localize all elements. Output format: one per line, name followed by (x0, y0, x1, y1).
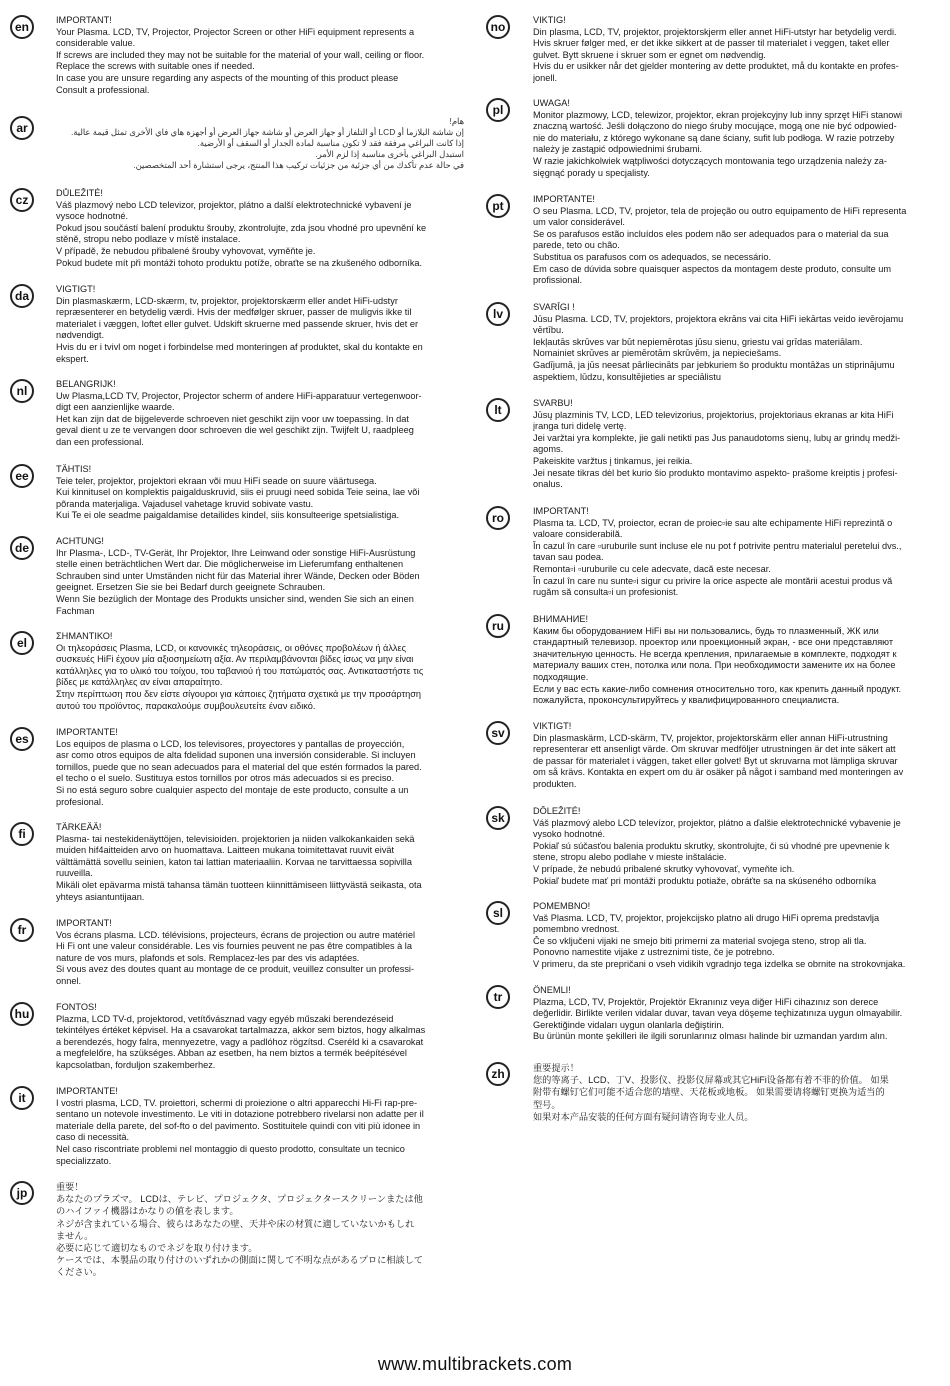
notice-heading: UWAGA! (533, 98, 570, 108)
notice-line: należy je zastąpić odpowiednimi śrubami. (533, 144, 703, 155)
notice-line: Pokiaľ sú súčasťou balenia produktu skrutky, skontrolujte, či sú vhodné pre upevnenie k (533, 840, 890, 851)
notice-line: Din plasmaskærm, LCD-skærm, tv, projektor, projektorskærm eller andet HiFi-udstyr (56, 295, 398, 306)
language-badge: nl (10, 379, 34, 403)
notice-line: Gadījumā, ja jūs neesat pārliecināts par jebkuriem šo produktu montāžas un stiprinājumu (533, 359, 895, 370)
language-badge: fr (10, 918, 34, 942)
notice-line: Bu ürünün monte şekilleri ile ilgili sorunlarınız olması halinde bir uzmandan yardım alın. (533, 1031, 888, 1042)
notice-line: În cazul în care ▫uruburile sunt incluse ele nu pot f potrivite pentru materialul peretelui dvs., (533, 540, 902, 551)
language-badge: pt (486, 194, 510, 218)
notice-text (56, 631, 464, 712)
notice-line: Если у вас есть какие-либо сомнения относительно того, как крепить данный продукт. (533, 683, 902, 694)
notice-line: tornillos, puede que no sean adecuados para el material del que estén formados la pared. (56, 761, 422, 772)
notice-line: Si vous avez des doutes quant au montage de ce produit, veuillez consulter un professi- (56, 964, 415, 975)
notice-heading: SVARĪGI ! (533, 302, 575, 312)
language-badge: fi (10, 822, 34, 846)
notice-line: Plazma, LCD TV-d, projektorod, vetítővásznad vagy egyéb műszaki berendezéseid (56, 1013, 394, 1024)
notice-text (533, 1062, 943, 1123)
notice-line: įranga turi didelę vertę. (533, 421, 627, 432)
language-badge: zh (486, 1062, 510, 1086)
notice-line: Pakeiskite varžtus į tinkamus, jei reikia. (533, 455, 693, 466)
notice-line: Plazma, LCD, TV, Projektör, Projektör Ekranınız veya diğer HiFi cihazınız son derece (533, 996, 879, 1007)
notice-line: Gerektiğinde vidaları uygun olanlarla değiştirin. (533, 1019, 725, 1030)
notice-text (533, 985, 943, 1043)
notice-line: Si no está seguro sobre cualquier aspecto del montaje de este producto, consulte a un (56, 784, 409, 795)
notice-line: V prípade, že nebudú pribalené skrutky vyhovovať, vymeňte ich. (533, 863, 795, 874)
notice-heading: FONTOS! (56, 1002, 97, 1012)
notice-line: caso di necessità. (56, 1132, 130, 1143)
notice-line: إذا كانت البراغي مرفقة فقد لا تكون مناسبة لمادة الجدار أو السقف أو الأرضية. (197, 138, 464, 148)
notice-heading: هام! (449, 116, 464, 126)
notice-line: Hvis du er i tvivl om noget i forbindelse med monteringen af produktet, skal du kontakte en (56, 341, 423, 352)
notice-line: specializzato. (56, 1155, 112, 1166)
language-badge: jp (10, 1181, 34, 1205)
notice-text (533, 806, 943, 887)
notice-line: stěně, stropu nebo podlaze v místě instalace. (56, 234, 241, 245)
notice-line: representerar ett ansenligt värde. Om skruvar medföljer utrustningen är det inte säkert att (533, 744, 896, 755)
notice-line: geval dient u ze te vervangen door schroeven die wel geschikt zijn. Twijfelt U, raadpleeg (56, 425, 414, 436)
notice-line: sentano un notevole investimento. Le viti in dotazione potrebbero rivelarsi non adatte per il (56, 1109, 424, 1120)
language-badge: en (10, 15, 34, 39)
notice-line: tekintélyes értéket képvisel. Ha a csavarokat tartalmazza, akkor sem biztos, hogy alkalmas (56, 1025, 426, 1036)
notice-text (56, 464, 464, 522)
notice-line: Jūsu Plasma. LCD, TV, projektors, projektora ekrāns vai cita HiFi iekārtas veido ievērojamu (533, 313, 904, 324)
notice-line: Consult a professional. (56, 84, 150, 95)
notice-line: a megfelelőre, ha szükséges. Abban az esetben, ha nem biztos a termék beépítésével (56, 1048, 407, 1059)
notice-line: αυτού του προϊόντος, παρακαλούμε συμβουλευτείτε έναν ειδικό. (56, 700, 316, 711)
notice-heading: VIKTIG! (533, 15, 566, 25)
notice-line: Din plasma, LCD, TV, projektor, projektorskjerm eller annet HiFi-utstyr har betydelig verdi. (533, 26, 897, 37)
notice-line: Plasma- tai nestekidenäyttöjen, televisioiden. projektorien ja niiden valkokankaiden sekä (56, 833, 415, 844)
notice-text (56, 918, 464, 988)
notice-line: jonell. (533, 72, 558, 83)
notice-line: onnel. (56, 975, 82, 986)
notice-line: Uw Plasma,LCD TV, Projector, Projector scherm of andere HiFi-apparatuur vertegenwoor- (56, 390, 422, 401)
notice-heading: VIGTIGT! (56, 284, 96, 294)
notice-text (533, 15, 943, 85)
notice-line: Your Plasma. LCD, TV, Projector, Projector Screen or other HiFi equipment represents a (56, 26, 415, 37)
notice-heading: DÔLEŽITÉ! (533, 806, 581, 816)
notice-line: في حالة عدم تأكدك من أي جزئية من جزئيات تركيب هذا المنتج، يرجى استشارة أحد المتخصصين. (133, 160, 464, 170)
notice-line: sięgnąć porady u specjalisty. (533, 167, 650, 178)
notice-heading: TÄRKEÄÄ! (56, 822, 102, 832)
notice-line: Hvis skruer følger med, er det ikke sikkert at de passer til materialet i veggen, taket eller (533, 38, 890, 49)
language-badge: lt (486, 398, 510, 422)
notice-line: Hvis du er usikker når det gjelder montering av dette produktet, må du kontakte en profes- (533, 61, 899, 72)
notice-line: Ihr Plasma-, LCD-, TV-Gerät, Ihr Projektor, Ihre Leinwand oder sonstige HiFi-Ausrüstung (56, 547, 416, 558)
notice-line: Em caso de dúvida sobre quaisquer aspectos da montagem deste produto, consulte um (533, 263, 892, 274)
notice-line: materialet i væggen, loftet eller gulvet. Udskift skruerne med passende skruer, hvis det er (56, 318, 419, 329)
notice-text (533, 721, 943, 791)
notice-line: parede, teto ou chão. (533, 240, 620, 251)
notice-line: stelle einen beträchtlichen Wert dar. Die möglicherweise im Lieferumfang enthaltenen (56, 559, 404, 570)
language-badge: ee (10, 464, 34, 488)
notice-line: znaczną wartość. Jeśli dołączono do niego śruby mocujące, mogą one nie być odpowied- (533, 121, 897, 132)
notice-line: considerable value. (56, 38, 136, 49)
notice-line: a berendezés, hogy falra, mennyezetre, vagy a padlóhoz rögzítsd. Cseréld ki a csavarokat (56, 1036, 424, 1047)
notice-line: значительную ценность. Не всегда крепления, прилагаемые в комплекте, подходят к (533, 648, 897, 659)
notice-line: ekspert. (56, 353, 89, 364)
notice-heading: IMPORTANT! (56, 918, 112, 928)
notice-line: βίδες με κατάλληλες αν είναι απαραίτητο. (56, 677, 223, 688)
notice-line: Каким бы оборудованием HiFi вы ни пользовались, будь то плазменный, ЖК или (533, 625, 879, 636)
notice-line: Wenn Sie bezüglich der Montage des Produkts unsicher sind, wenden Sie sich an einen (56, 593, 414, 604)
notice-line: Din plasmaskärm, LCD-skärm, TV, projektor, projektorskärm eller annan HiFi-utrustning (533, 732, 888, 743)
notice-text (533, 194, 943, 287)
notice-line: V primeru, da ste prepričani o vseh vidikih vgradnjo tega izdelka se obrnite na strokovnjaka. (533, 958, 906, 969)
notice-line: välttämättä sovellu seinien, katon tai lattian materiaaliin. Korvaa ne tarvittaessa sopivilla (56, 856, 412, 867)
notice-line: vērtību. (533, 325, 564, 336)
notice-line: profesional. (56, 796, 104, 807)
notice-line: Substitua os parafusos com os adequados, se necessário. (533, 251, 771, 262)
notice-line: Replace the screws with suitable ones if needed. (56, 61, 255, 72)
notice-line: kapcsolatban, forduljon szakemberhez. (56, 1059, 216, 1070)
notice-line: ください。 (56, 1267, 102, 1278)
notice-text (56, 1002, 464, 1072)
notice-line: W razie jakichkolwiek wątpliwości dotyczących montowania tego urządzenia należy za- (533, 155, 887, 166)
notice-heading: DŮLEŽITÉ! (56, 188, 103, 198)
notice-line: Váš plazmový nebo LCD televizor, projektor, plátno a další elektrotechnické vybavení je (56, 199, 412, 210)
notice-line: Mikäli olet epävarma mistä tahansa tämän tuotteen kiinnittämiseen liittyvästä seikasta, ota (56, 879, 422, 890)
language-badge: da (10, 284, 34, 308)
notice-heading: 重要！ (56, 1182, 84, 1192)
notice-line: materiale della parete, del sof-fto o del pavimento. Sostituitele quindi con viti più idonee in (56, 1120, 421, 1131)
notice-line: stene, stropu alebo podlahe v mieste inštalácie. (533, 852, 727, 863)
notice-line: In case you are unsure regarding any aspects of the mounting of this product please (56, 72, 399, 83)
language-badge: de (10, 536, 34, 560)
notice-text (56, 536, 464, 617)
notice-line: Kui Te ei ole seadme paigaldamise detailides kindel, siis konsulteerige spetsialistiga. (56, 510, 400, 521)
notice-line: agoms. (533, 444, 564, 455)
notice-line: om så krävs. Kontakta en expert om du är osäker på något i samband med monteringen av (533, 767, 904, 778)
notice-line: استبدل البراغي بأخرى مناسبة إذا لزم الأمر. (315, 149, 464, 159)
notice-line: Remonta▫i ▫uruburile cu cele adecvate, dacă este necesar. (533, 563, 771, 574)
notice-heading: VIKTIGT! (533, 721, 572, 731)
language-badge: sk (486, 806, 510, 830)
notice-line: Váš plazmový alebo LCD televízor, projektor, plátno a ďalšie elektrotechnické vybavenie je (533, 817, 901, 828)
notice-line: asr como otros equipos de alta fdelidad suponen una inversión considerable. Si incluyen (56, 750, 416, 761)
notice-line: pomembno vrednost. (533, 924, 620, 935)
notice-line: 型号。 (533, 1099, 561, 1110)
notice-text (56, 15, 464, 96)
notice-line: материалу ваших стен, потолка или пола. При необходимости замените их на более (533, 660, 896, 671)
language-badge: ro (486, 506, 510, 530)
notice-line: 您的等离子、LCD、丁V、投影仪、投影仪屏幕或其它HiFi设备都有着不菲的价值。 如果 (533, 1075, 889, 1086)
notice-line: V případě, že nebudou přibalené šrouby vyhovovat, vyměňte je. (56, 245, 316, 256)
notice-line: Οι τηλεοράσεις Plasma, LCD, οι κανονικές τηλεοράσεις, οι οθόνες προβολέων ή άλλες (56, 642, 407, 653)
notice-line: Nel caso riscontriate problemi nel montaggio di questo prodotto, consultate un tecnico (56, 1143, 405, 1154)
notice-text (56, 1086, 464, 1167)
notice-line: değerlidir. Birlikte verilen vidalar duvar, tavan veya döşeme teçhizatınıza uygun olmayabilir. (533, 1008, 903, 1019)
notice-line: стандартный телевизор. проектор или проекционный экран, - все они представляют (533, 637, 894, 648)
notice-line: Monitor plazmowy, LCD, telewizor, projektor, ekran projekcyjny lub inny sprzęt HiFi stanowi (533, 109, 903, 120)
notice-line: Nomainiet skrūves ar piemērotām skrūvēm, ja nepieciešams. (533, 348, 782, 359)
notice-text (56, 116, 464, 171)
notice-line: valoare considerabilă. (533, 529, 623, 540)
notice-line: um valor considerável. (533, 217, 625, 228)
notice-line: Pokiaľ budete mať pri montáži produktu potiaže, obráťte sa na skúseného odborníka (533, 875, 877, 886)
notice-heading: IMPORTANTE! (56, 727, 118, 737)
notice-line: vysoko hodnotné. (533, 829, 606, 840)
notice-line: Če so vključeni vijaki ne smejo biti primerni za material svojega steno, strop ali tla. (533, 935, 867, 946)
notice-line: nie do materiału, z którego wykonane są dane ściany, sufit lub podłoga. W razie potrzeby (533, 132, 895, 143)
notice-line: el techo o el suelo. Sustituya estos tornillos por otros más adecuados si es preciso. (56, 773, 395, 784)
notice-line: onalus. (533, 479, 563, 490)
notice-line: põranda materjaliga. Vajadusel vahetage kruvid sobivate vastu. (56, 498, 314, 509)
notice-line: κατάλληλες για το υλικό του τοίχου, του ταβανιού ή του πατώματός σας. Αντικαταστήστε τις (56, 665, 424, 676)
notice-line: ません。 (56, 1230, 94, 1241)
notice-line: 必要に応じて適切なものでネジを取り付けます。 (56, 1243, 258, 1254)
notice-line: muiden hif4aitteiden arvo on huomattava. Laitteen mukana toimitettavat ruuvit eivät (56, 845, 395, 856)
notice-line: あなたのプラズマ。 LCDは、テレビ、プロジェクタ、プロジェクタースクリーンまたは他 (56, 1194, 423, 1205)
notice-heading: ÖNEMLI! (533, 985, 571, 995)
notice-text (56, 1181, 464, 1279)
notice-line: Se os parafusos estão incluídos eles podem não ser adequados para o material da sua (533, 228, 889, 239)
notice-line: ネジが含まれている場合、彼らはあなたの壁、天井や床の材質に適していないかもしれ (56, 1218, 415, 1229)
notice-heading: TÄHTIS! (56, 464, 92, 474)
notice-line: profissional. (533, 275, 583, 286)
notice-text (533, 506, 943, 599)
language-badge: no (486, 15, 510, 39)
notice-heading: IMPORTANT! (56, 15, 112, 25)
notice-line: Pokud budete mít při montáži tohoto produktu potíže, obraťte se na zkušeného odborníka. (56, 257, 423, 268)
notice-line: Kui kinnitusel on komplektis paigalduskruvid, siis ei pruugi need sobida Teie seina, lae või (56, 487, 420, 498)
language-badge: it (10, 1086, 34, 1110)
notice-text (533, 614, 943, 707)
notice-heading: ΣΗΜΑΝΤΙΚΟ! (56, 631, 113, 641)
language-badge: sv (486, 721, 510, 745)
notice-line: digt een aanzienlijke waarde. (56, 402, 175, 413)
notice-line: repræsenterer en betydelig værdi. Hvis der medfølger skruer, passer de muligvis ikke til (56, 307, 412, 318)
notice-heading: IMPORTANT! (533, 506, 589, 516)
notice-line: If screws are included they may not be suitable for the material of your wall, ceiling or floor. (56, 49, 425, 60)
language-badge: ar (10, 116, 34, 140)
language-badge: sl (486, 901, 510, 925)
notice-line: Pokud jsou součástí balení produktu šrouby, zkontrolujte, zda jsou vhodné pro upevnění ke (56, 222, 427, 233)
notice-line: Jūsų plazminis TV, LCD, LED televizorius, projektorius, projektoriaus ekranas ar kita HiFi (533, 409, 894, 420)
notice-line: Vos écrans plasma. LCD. télévisions, projecteurs, écrans de projection ou autre matériel (56, 929, 415, 940)
notice-heading: IMPORTANTE! (533, 194, 595, 204)
notice-line: のハイファイ機器はかなりの値を表します。 (56, 1206, 239, 1217)
language-badge: pl (486, 98, 510, 122)
notice-heading: 重要提示！ (533, 1063, 579, 1073)
notice-line: dan een professional. (56, 436, 144, 447)
notice-line: Vaš Plasma. LCD, TV, projektor, projekcijsko platno ali drugo HiFi oprema predstavlja (533, 912, 880, 923)
notice-line: produkten. (533, 778, 577, 789)
notice-line: O seu Plasma. LCD, TV, projetor, tela de projeção ou outro equipamento de HiFi representa (533, 205, 907, 216)
notice-line: rugăm să consulta▫i un profesionist. (533, 587, 679, 598)
notice-heading: ACHTUNG! (56, 536, 104, 546)
notice-line: aspektiem, lūdzu, konsultējieties ar speciālistu (533, 371, 721, 382)
notice-line: ruuveilla. (56, 868, 93, 879)
notice-line: Στην περίπτωση που δεν είστε σίγουροι για κάποιες ζητήματα σχετικά με την προσάρτηση (56, 688, 422, 699)
notice-text (56, 188, 464, 269)
notice-line: geeignet. Ersetzen Sie sie bei Bedarf durch geeignete Schrauben. (56, 582, 326, 593)
notice-text (56, 727, 464, 808)
notice-line: tavan sau podea. (533, 552, 604, 563)
notice-line: Jei varžtai yra komplekte, jie gali netikti pas Jus panaudotoms sienų, lubų ar grindų medži- (533, 432, 901, 443)
notice-text (533, 98, 943, 179)
notice-line: de passar för materialet i väggen, taket eller golvet! Byt ut skruvarna mot lämpliga skruvar (533, 755, 898, 766)
notice-line: 如果对本产品安装的任何方面有疑问请咨询专业人员。 (533, 1111, 754, 1122)
notice-text (56, 284, 464, 365)
notice-line: Los equipos de plasma o LCD, los televisores, proyectores y pantallas de proyección, (56, 738, 405, 749)
notice-line: În cazul în care nu sunte▫i sigur cu privire la orice aspecte ale montării acestui produs vă (533, 575, 893, 586)
language-badge: hu (10, 1002, 34, 1026)
notice-line: Plasma ta. LCD, TV, proiector, ecran de proiec▫ie sau alte echipamente HiFi reprezintă o (533, 517, 893, 528)
notice-line: пожалуйста, проконсультируйтесь у квалифицированного специалиста. (533, 695, 840, 706)
notice-heading: BELANGRIJK! (56, 379, 116, 389)
notice-text (533, 901, 943, 971)
notice-line: Iekļautās skrūves var būt nepiemērotas jūsu sienu, griestu vai grīdas materiālam. (533, 336, 863, 347)
language-badge: cz (10, 188, 34, 212)
notice-heading: SVARBU! (533, 398, 573, 408)
notice-line: Hi Fi ont une valeur considérable. Les vis fournies peuvent ne pas être compatibles à la (56, 941, 412, 952)
notice-line: gulvet. Bytt skruene i skruer som er egnet om nødvendig. (533, 49, 766, 60)
notice-line: Teie teler, projektor, projektori ekraan või muu HiFi seade on suure väärtusega. (56, 475, 377, 486)
language-badge: es (10, 727, 34, 751)
notice-line: подходящие. (533, 671, 589, 682)
notice-line: Het kan zijn dat de bijgeleverde schroeven niet geschikt zijn voor uw toepassing. In dat (56, 413, 409, 424)
notice-line: Ponovno namestite vijake z ustreznimi tiste, če je potrebno. (533, 947, 775, 958)
notice-text (533, 302, 943, 383)
notice-line: I vostri plasma, LCD, TV. proiettori, schermi di proiezione o altri apparecchi Hi-Fi rap-pre- (56, 1097, 417, 1108)
notice-heading: ВНИМАНИЕ! (533, 614, 589, 624)
notice-line: nødvendigt. (56, 330, 105, 341)
language-badge: tr (486, 985, 510, 1009)
notice-line: Schrauben sind unter Umständen nicht für das Material ihrer Wände, Decken oder Böden (56, 570, 420, 581)
notice-line: Fachman (56, 605, 95, 616)
notice-line: yhteys asiantuntijaan. (56, 891, 145, 902)
footer-url: www.multibrackets.com (377, 1354, 573, 1374)
notice-line: Jei nesate tikras dėl bet kurio šio produkto montavimo aspekto- prašome kreiptis į profesi- (533, 467, 898, 478)
notice-line: ケースでは、本製品の取り付けのいずれかの側面に関して不明な点があるプロに相談して (56, 1255, 424, 1266)
notice-line: συσκευές HiFi έχουν μία αξιοσημείωτη αξία. Αν περιλαμβάνονται βίδες ίσως να μην είναι (56, 654, 414, 665)
language-badge: lv (486, 302, 510, 326)
notice-text (533, 398, 943, 491)
notice-line: إن شاشة البلازما أو LCD أو التلفاز أو جهاز العرض أو شاشة جهاز العرض أو أجهزة هاي فاي الأخرى تمثل قيمة عالية. (70, 127, 464, 137)
notice-heading: POMEMBNO! (533, 901, 591, 911)
notice-text (56, 822, 464, 903)
notice-line: vysoce hodnotné. (56, 211, 129, 222)
notice-text (56, 379, 464, 449)
notice-line: 附带有螺钉它们可能不适合您的墙壁、天花板或地板。 如果需要请将螺钉更换为适当的 (533, 1087, 885, 1098)
notice-line: nature de vos murs, plafonds et sols. Remplacez-les par des vis adaptées. (56, 952, 360, 963)
notice-heading: IMPORTANTE! (56, 1086, 118, 1096)
language-badge: el (10, 631, 34, 655)
language-badge: ru (486, 614, 510, 638)
